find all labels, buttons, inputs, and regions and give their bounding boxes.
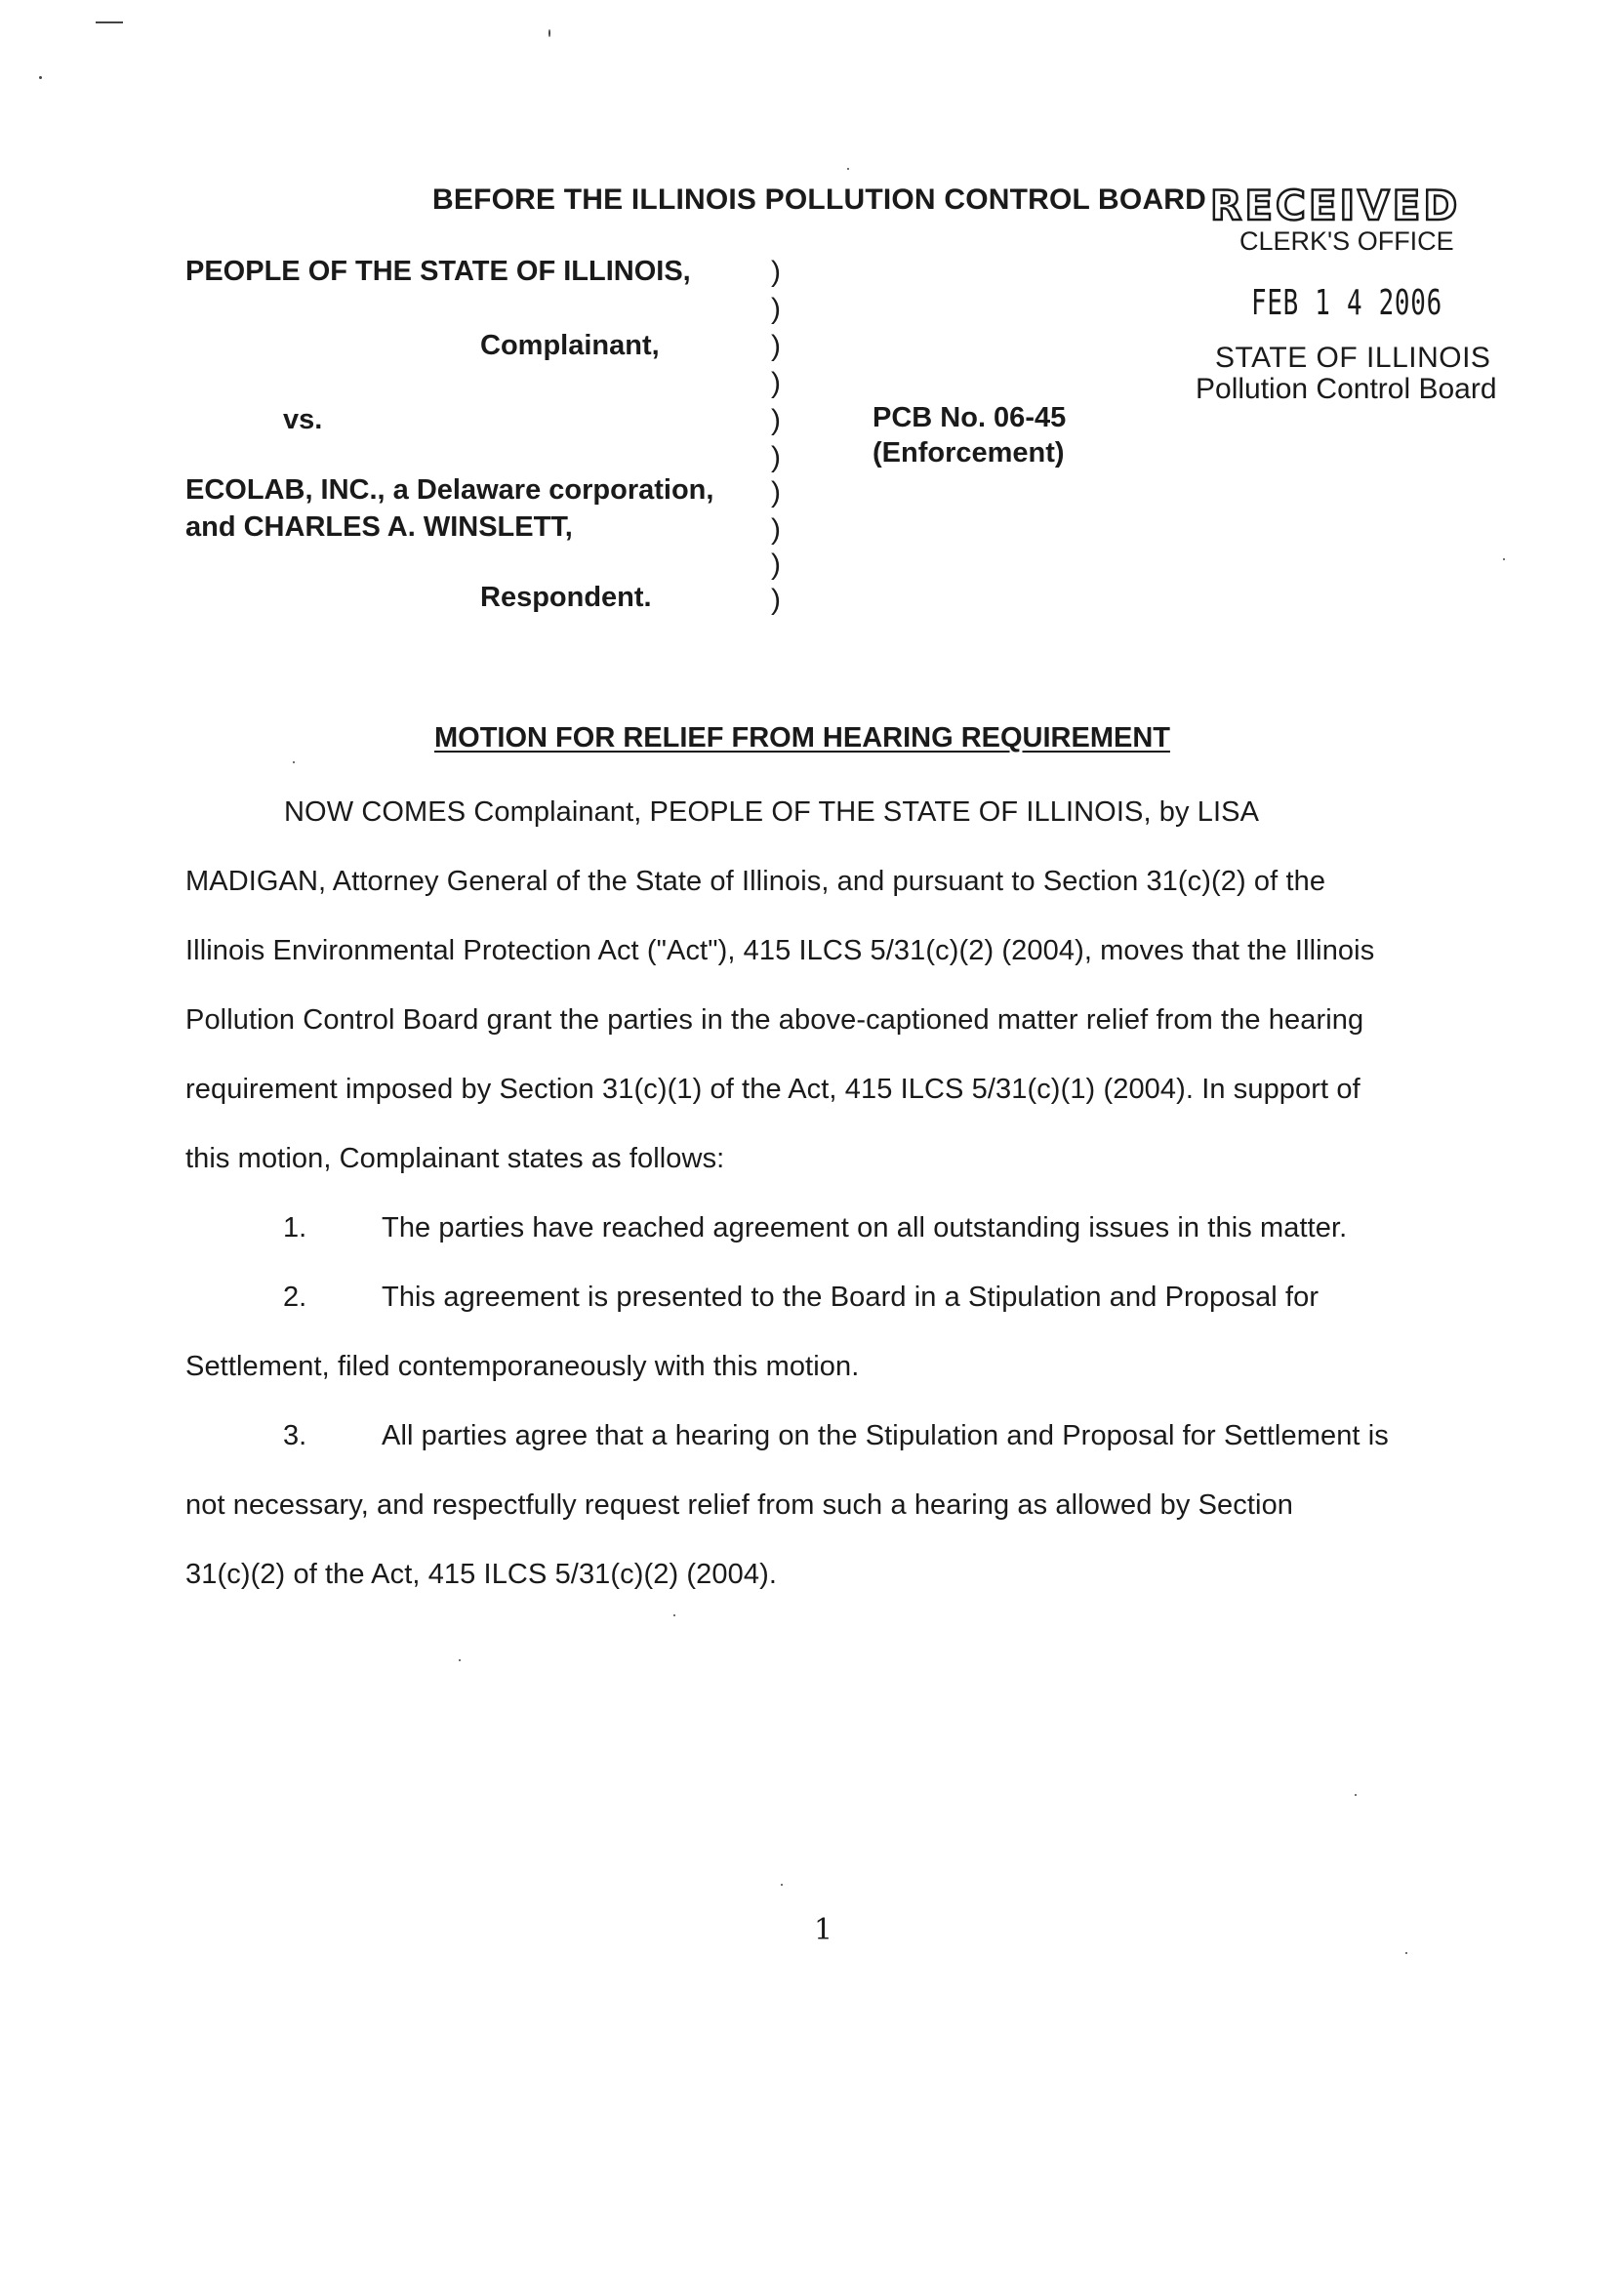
- item-line: 31(c)(2) of the Act, 415 ILCS 5/31(c)(2) (2004).: [185, 1559, 778, 1590]
- intro-line: NOW COMES Complainant, PEOPLE OF THE STATE OF ILLINOIS, by LISA: [284, 796, 1260, 828]
- complainant-role: Complainant,: [480, 330, 660, 361]
- item-line: This agreement is presented to the Board in a Stipulation and Proposal for: [382, 1282, 1320, 1313]
- caption-paren: ): [771, 256, 781, 288]
- item-number: 2.: [283, 1282, 307, 1313]
- stamp-clerks-office: CLERK'S OFFICE: [1239, 226, 1454, 256]
- case-type: (Enforcement): [873, 437, 1065, 469]
- page-number: 1: [814, 1913, 833, 1947]
- caption-paren: ): [771, 367, 781, 399]
- respondent-party-line2: and CHARLES A. WINSLETT,: [185, 511, 573, 543]
- caption-paren: ): [771, 549, 781, 581]
- stamp-received-text: RECEIVED: [1210, 182, 1461, 229]
- intro-line: MADIGAN, Attorney General of the State of Illinois, and pursuant to Section 31(c)(2) of the: [185, 866, 1326, 897]
- item-number: 3.: [283, 1420, 307, 1451]
- stamp-board: Pollution Control Board: [1196, 373, 1497, 405]
- item-line: All parties agree that a hearing on the Stipulation and Proposal for Settlement is: [382, 1420, 1389, 1451]
- intro-line: this motion, Complainant states as follows:: [185, 1143, 725, 1174]
- caption-paren: ): [771, 584, 781, 616]
- item-line: not necessary, and respectfully request relief from such a hearing as allowed by Section: [185, 1489, 1294, 1521]
- item-line: Settlement, filed contemporaneously with this motion.: [185, 1351, 860, 1382]
- caption-paren: ): [771, 330, 781, 362]
- respondent-party-line1: ECOLAB, INC., a Delaware corporation,: [185, 474, 714, 506]
- caption-paren: ): [771, 293, 781, 325]
- intro-line: requirement imposed by Section 31(c)(1) of the Act, 415 ILCS 5/31(c)(1) (2004). In support of: [185, 1074, 1360, 1105]
- case-number: PCB No. 06-45: [873, 402, 1067, 433]
- item-line: The parties have reached agreement on all outstanding issues in this matter.: [382, 1212, 1348, 1243]
- caption-paren: ): [771, 476, 781, 509]
- complainant-party: PEOPLE OF THE STATE OF ILLINOIS,: [185, 256, 691, 287]
- caption-paren: ): [771, 441, 781, 473]
- intro-line: Illinois Environmental Protection Act ("Act"), 415 ILCS 5/31(c)(2) (2004), moves that the Illinois: [185, 935, 1375, 966]
- respondent-role: Respondent.: [480, 582, 652, 613]
- caption-paren: ): [771, 513, 781, 546]
- intro-line: Pollution Control Board grant the parties in the above-captioned matter relief from the hearing: [185, 1004, 1364, 1036]
- item-number: 1.: [283, 1212, 307, 1243]
- stamp-date: FEB 1 4 2006: [1251, 283, 1442, 323]
- stamp-state: STATE OF ILLINOIS: [1215, 342, 1491, 374]
- caption-paren: ): [771, 404, 781, 436]
- board-title: BEFORE THE ILLINOIS POLLUTION CONTROL BOARD: [432, 183, 1207, 216]
- motion-title: MOTION FOR RELIEF FROM HEARING REQUIREMENT: [434, 722, 1170, 754]
- versus-label: vs.: [283, 404, 323, 435]
